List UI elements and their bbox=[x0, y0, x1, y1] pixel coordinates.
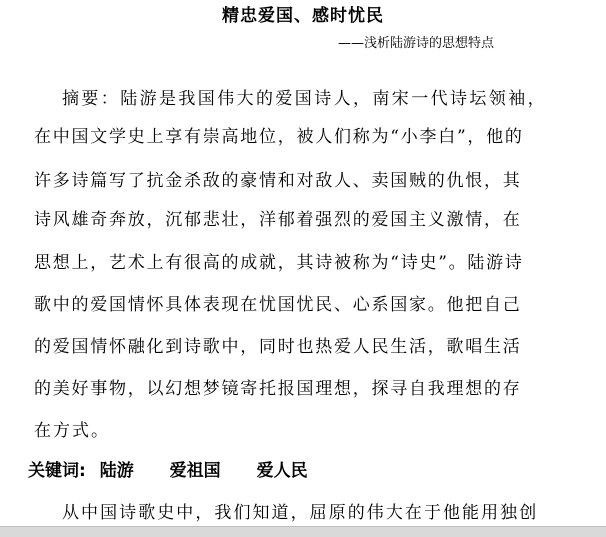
keywords-row bbox=[28, 460, 338, 482]
abstract-line: 的爱国情怀融化到诗歌中，同时也热爱人民生活，歌唱生活 bbox=[34, 337, 522, 357]
document-title: 精忠爱国、感时忧民 bbox=[222, 6, 384, 26]
abstract-line: 歌中的爱国情怀具体表现在忧国忧民、心系国家。他把自己 bbox=[34, 295, 522, 315]
abstract-line: 思想上，艺术上有很高的成就，其诗被称为“诗史”。陆游诗 bbox=[34, 253, 524, 273]
keywords-label: 关键词: bbox=[28, 461, 86, 481]
abstract-line: 诗风雄奇奔放，沉郁悲壮，洋郁着强烈的爱国主义激情，在 bbox=[34, 210, 522, 230]
abstract-line: 的美好事物，以幻想梦镜寄托报国理想，探寻自我理想的存 bbox=[34, 379, 522, 399]
document-subtitle: ——浅析陆游诗的思想特点 bbox=[338, 36, 495, 51]
abstract-line: 摘要：陆游是我国伟大的爱国诗人，南宋一代诗坛领袖， bbox=[62, 89, 547, 109]
keyword-item: 爱祖国 bbox=[169, 461, 221, 481]
abstract-line: 在中国文学史上享有崇高地位，被人们称为“小李白”，他的 bbox=[34, 127, 524, 147]
abstract-line: 许多诗篇写了抗金杀敌的豪情和对敌人、卖国贼的仇恨，其 bbox=[34, 171, 522, 191]
keyword-item: 陆游 bbox=[99, 461, 134, 481]
body-text-line: 从中国诗歌史中，我们知道，屈原的伟大在于他能用独创 bbox=[62, 503, 539, 523]
window-bottom-edge bbox=[0, 526, 606, 537]
abstract-line: 在方式。 bbox=[34, 421, 110, 441]
keyword-item: 爱人民 bbox=[256, 461, 308, 481]
